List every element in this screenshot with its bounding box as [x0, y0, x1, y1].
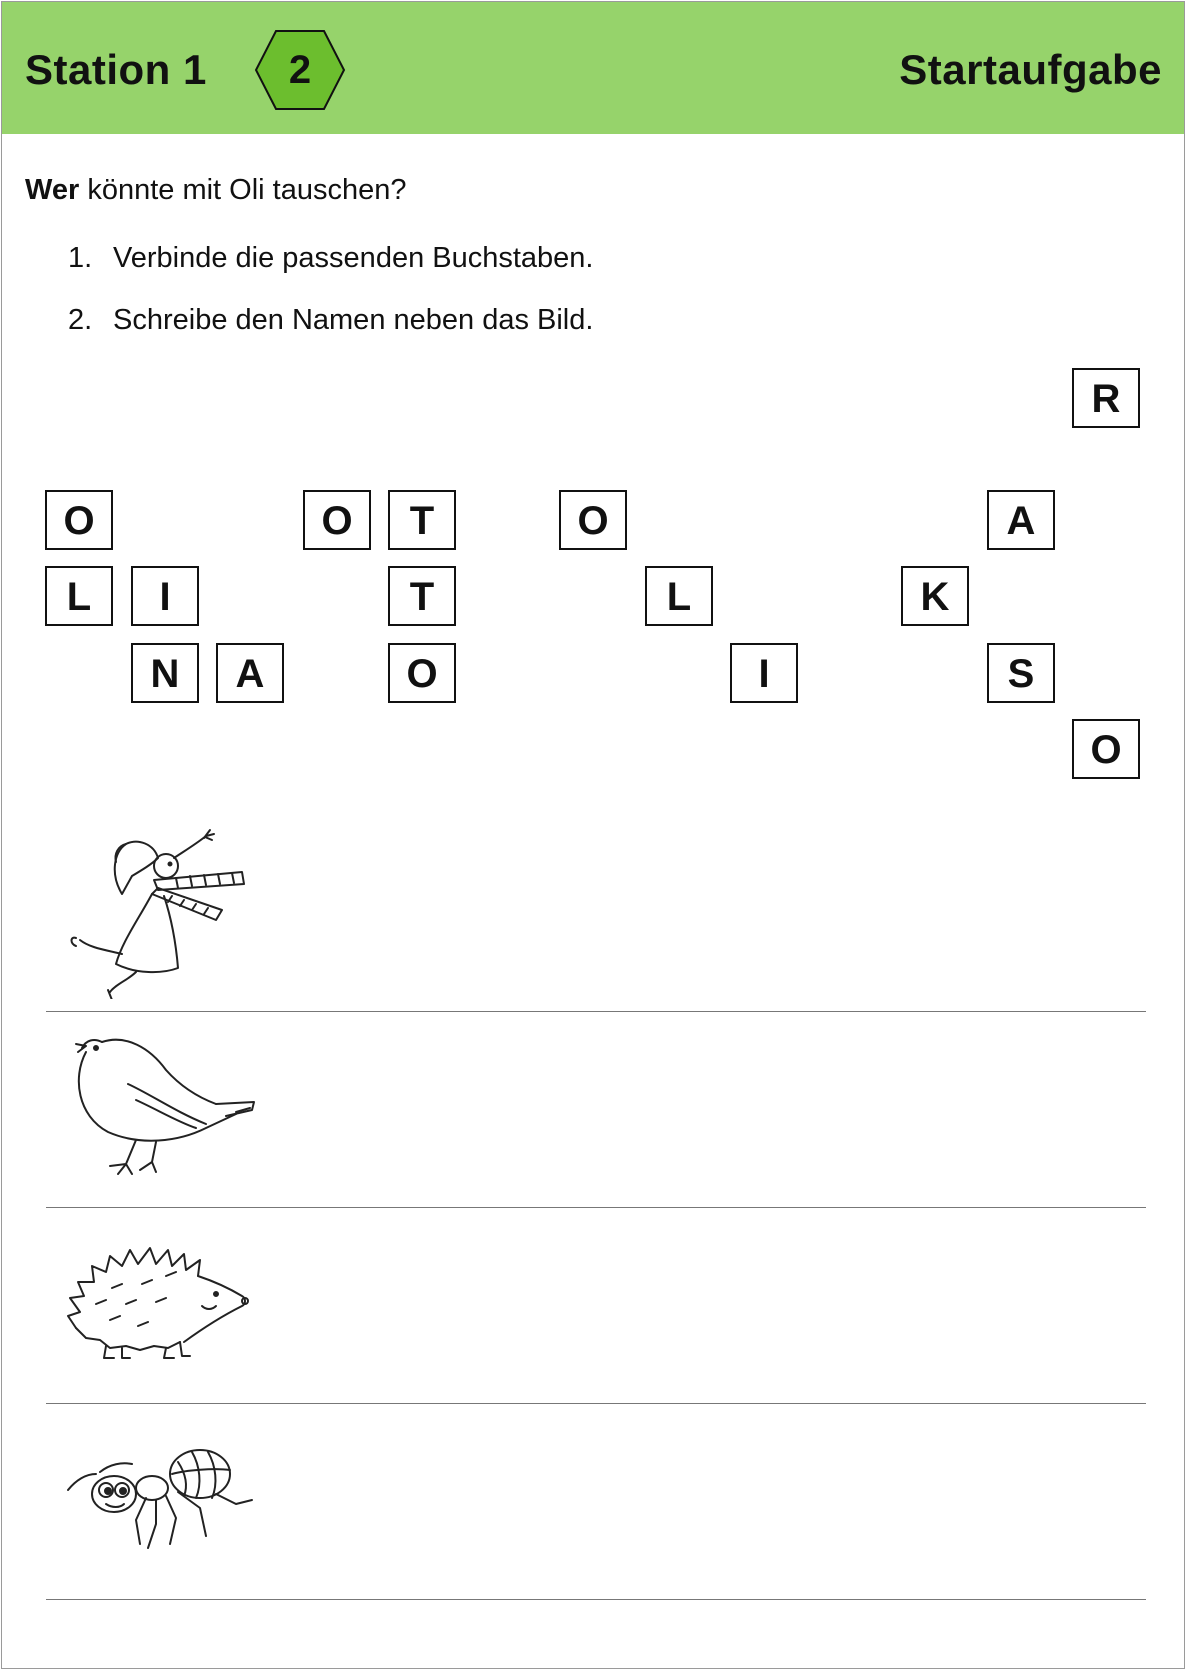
letter-tile[interactable]: T — [388, 566, 456, 626]
answer-row-ant — [46, 1404, 1146, 1600]
bird-icon — [66, 1024, 256, 1184]
question-bold: Wer — [25, 174, 80, 206]
name-write-area[interactable] — [306, 1404, 1146, 1600]
header-bar — [2, 2, 1184, 134]
letter-tile[interactable]: A — [216, 643, 284, 703]
elf-icon — [66, 824, 256, 999]
instruction-list — [68, 242, 593, 366]
name-write-area[interactable] — [306, 1012, 1146, 1208]
task-type-label: Startaufgabe — [899, 46, 1162, 93]
hedgehog-icon — [66, 1244, 256, 1364]
name-write-area[interactable] — [306, 1208, 1146, 1404]
letter-tile[interactable]: I — [730, 643, 798, 703]
letter-tile[interactable]: I — [131, 566, 199, 626]
letter-tile[interactable]: L — [45, 566, 113, 626]
letter-tile[interactable]: T — [388, 490, 456, 550]
answer-row-elf — [46, 816, 1146, 1012]
answer-row-hedgehog — [46, 1208, 1146, 1404]
letter-tile[interactable]: L — [645, 566, 713, 626]
question-text — [25, 174, 407, 207]
level-number: 2 — [288, 48, 312, 92]
letter-tile[interactable]: A — [987, 490, 1055, 550]
letter-tile[interactable]: O — [559, 490, 627, 550]
instruction-item — [68, 304, 593, 366]
letter-tile[interactable]: K — [901, 566, 969, 626]
letter-tile[interactable]: S — [987, 643, 1055, 703]
instruction-item — [68, 242, 593, 304]
answer-row-bird — [46, 1012, 1146, 1208]
instruction-text: Schreibe den Namen neben das Bild. — [113, 304, 594, 336]
instruction-number: 2. — [68, 304, 93, 336]
instruction-text: Verbinde die passenden Buchstaben. — [113, 242, 594, 274]
ant-icon — [66, 1444, 266, 1554]
name-write-area[interactable] — [306, 816, 1146, 1012]
instruction-number: 1. — [68, 242, 93, 274]
station-title: Station 1 — [25, 46, 207, 93]
letter-tile[interactable]: O — [1072, 719, 1140, 779]
letter-tile[interactable]: O — [303, 490, 371, 550]
question-rest: könnte mit Oli tauschen? — [79, 174, 407, 206]
worksheet-page — [1, 1, 1185, 1669]
letter-tile[interactable]: N — [131, 643, 199, 703]
letter-tile[interactable]: O — [388, 643, 456, 703]
answer-line — [46, 1599, 1146, 1600]
letter-tile[interactable]: R — [1072, 368, 1140, 428]
letter-tile[interactable]: O — [45, 490, 113, 550]
